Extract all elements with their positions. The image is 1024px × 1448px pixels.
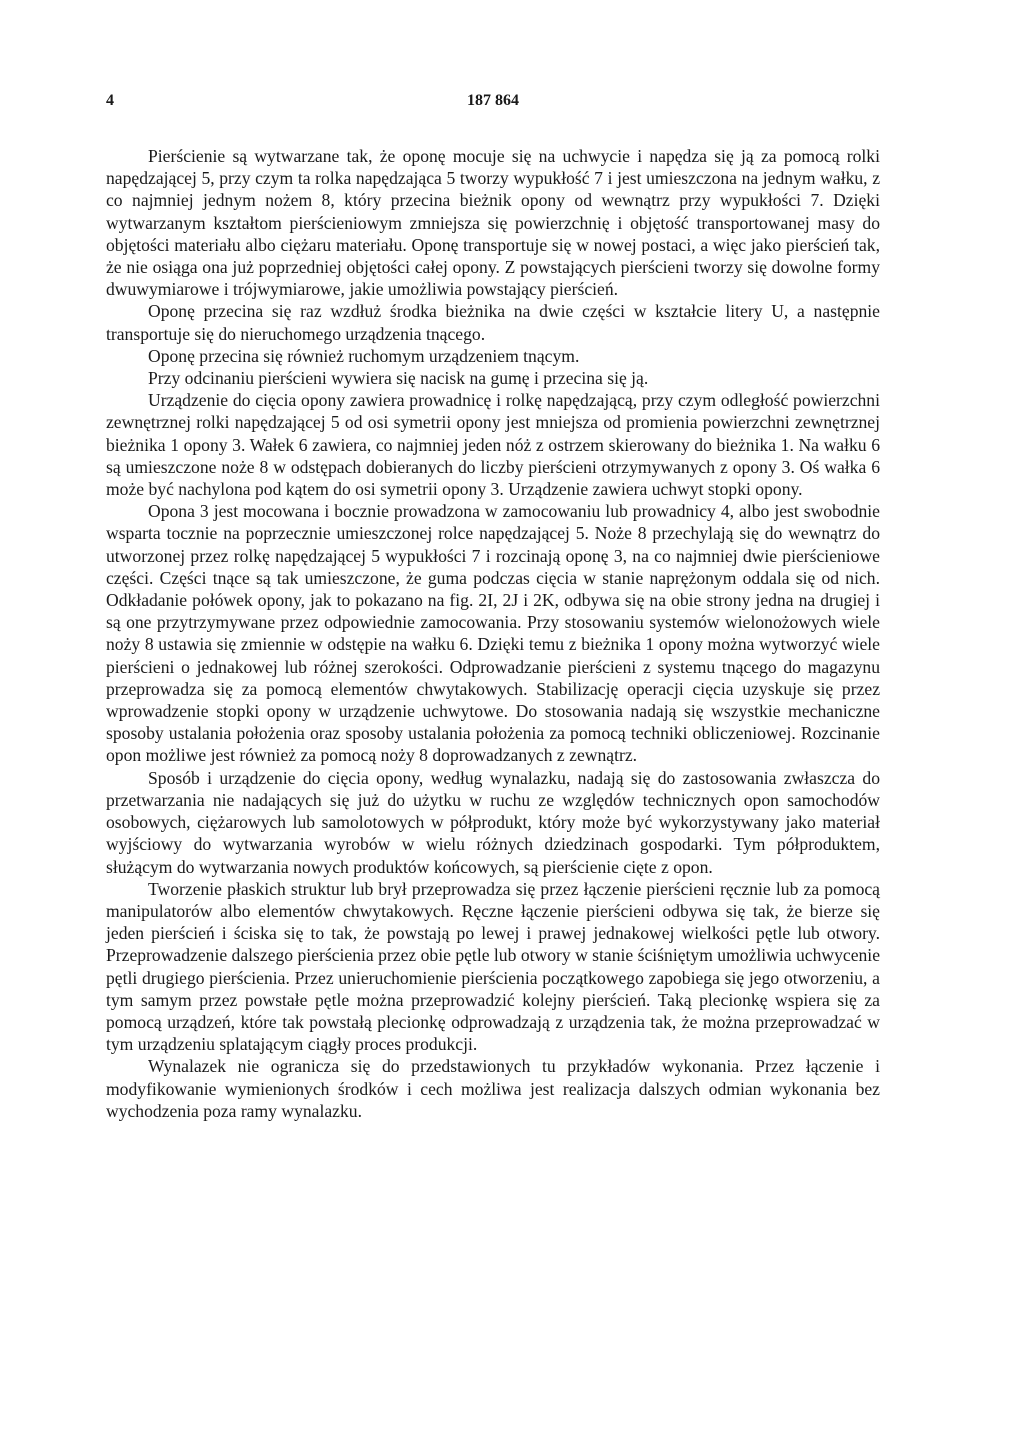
document-body	[106, 145, 880, 1122]
paragraph: Sposób i urządzenie do cięcia opony, według wynalazku, nadają się do zastosowania zwłaszcza do przetwarzania nie nadających się już do użytku w ruchu ze względów technicznych opon samochodów osobowych, ciężarowych lub samolotowych w półprodukt, który może być wykorzystywany jako materiał wyjściowy do wytwarzania wyrobów w wielu różnych dziedzinach gospodarki. Tym półproduktem, służącym do wytwarzania nowych produktów końcowych, są pierścienie cięte z opon.	[106, 767, 880, 877]
document-number: 187 864	[467, 92, 519, 109]
paragraph: Urządzenie do cięcia opony zawiera prowadnicę i rolkę napędzającą, przy czym odległość powierzchni zewnętrznej rolki napędzającej 5 od osi symetrii opony jest mniejsza od promienia powierzchni zewnętrznej bieżnika 1 opony 3. Wałek 6 zawiera, co najmniej jeden nóż z ostrzem skierowany do bieżnika 1. Na wałku 6 są umieszczone noże 8 w odstępach dobieranych do liczby pierścieni otrzymywanych z opony 3. Oś wałka 6 może być nachylona pod kątem do osi symetrii opony 3. Urządzenie zawiera uchwyt stopki opony.	[106, 390, 880, 500]
paragraph: Tworzenie płaskich struktur lub brył przeprowadza się przez łączenie pierścieni ręcznie lub za pomocą manipulatorów albo elementów chwytakowych. Ręczne łączenie pierścieni odbywa się tak, że bierze się jeden pierścień i ściska się to tak, że powstają po lewej i prawej jednakowej wielkości pętle lub otwory. Przeprowadzenie dalszego pierścienia przez obie pętle lub otwory w stanie ściśniętym umożliwia uchwycenie pętli drugiego pierścienia. Przez unieruchomienie pierścienia początkowego zapobiega się jego otworzeniu, a tym samym przez powstałe pętle można przeprowadzić kolejny pierścień. Taką plecionkę wspiera się za pomocą urządzeń, które tak powstałą plecionkę odprowadzają z urządzenia tak, że można przeprowadzać w tym urządzeniu splatającym ciągły proces produkcji.	[106, 878, 880, 1055]
page-header	[106, 92, 880, 116]
paragraph: Wynalazek nie ogranicza się do przedstawionych tu przykładów wykonania. Przez łączenie i modyfikowanie wymienionych środków i cech możliwa jest realizacja dalszych odmian wykonania bez wychodzenia poza ramy wynalazku.	[106, 1056, 880, 1121]
paragraph: Oponę przecina się raz wzdłuż środka bieżnika na dwie części w kształcie litery U, a następnie transportuje się do nieruchomego urządzenia tnącego.	[106, 301, 880, 344]
paragraph: Oponę przecina się również ruchomym urządzeniem tnącym.	[148, 345, 580, 366]
page-number: 4	[106, 92, 114, 109]
paragraph: Przy odcinaniu pierścieni wywiera się nacisk na gumę i przecina się ją.	[148, 368, 649, 389]
paragraph: Pierścienie są wytwarzane tak, że oponę mocuje się na uchwycie i napędza się ją za pomocą rolki napędzającej 5, przy czym ta rolka napędzająca 5 tworzy wypukłość 7 i jest umieszczona na jednym wałku, z co najmniej jednym nożem 8, który przecina bieżnik opony od wewnątrz przy wypukłości 7. Dzięki wytwarzanym kształtom pierścieniowym zmniejsza się powierzchnię i objętość transportowanej masy do objętości materiału albo ciężaru materiału. Oponę transportuje się w nowej postaci, a więc jako pierścień tak, że nie osiąga ona już poprzedniej objętości całej opony. Z powstających pierścieni tworzy się dowolne formy dwuwymiarowe i trójwymiarowe, jakie umożliwia powstający pierścień.	[106, 146, 880, 300]
paragraph: Opona 3 jest mocowana i bocznie prowadzona w zamocowaniu lub prowadnicy 4, albo jest swobodnie wsparta tocznie na poprzecznie umieszczonej rolce napędzającej 5. Noże 8 przechylają się do wewnątrz do utworzonej przez rolkę napędzającej 5 wypukłości 7 i rozcinają oponę 3, na co najmniej dwie pierścieniowe części. Części tnące są tak umieszczone, że guma podczas cięcia w stanie naprężonym oddala się od nich. Odkładanie połówek opony, jak to pokazano na fig. 2I, 2J i 2K, odbywa się na obie strony jedna na drugiej i są one przytrzymywane przez odpowiednie zamocowania. Przy stosowaniu systemów wielonożowych wiele noży 8 ustawia się zmiennie w odstępie na wałku 6. Dzięki temu z bieżnika 1 opony można wytworzyć wiele pierścieni o jednakowej lub różnej szerokości. Odprowadzanie pierścieni z systemu tnącego do magazynu przeprowadza się za pomocą elementów chwytakowych. Stabilizację operacji cięcia uzyskuje się przez wprowadzenie stopki opony w urządzenie uchwytowe. Do stosowania nadają się wszystkie mechaniczne sposoby ustalania położenia oraz sposoby ustalania położenia za pomocą techniki obliczeniowej. Rozcinanie opon możliwe jest również za pomocą noży 8 doprowadzanych z zewnątrz.	[106, 501, 880, 766]
